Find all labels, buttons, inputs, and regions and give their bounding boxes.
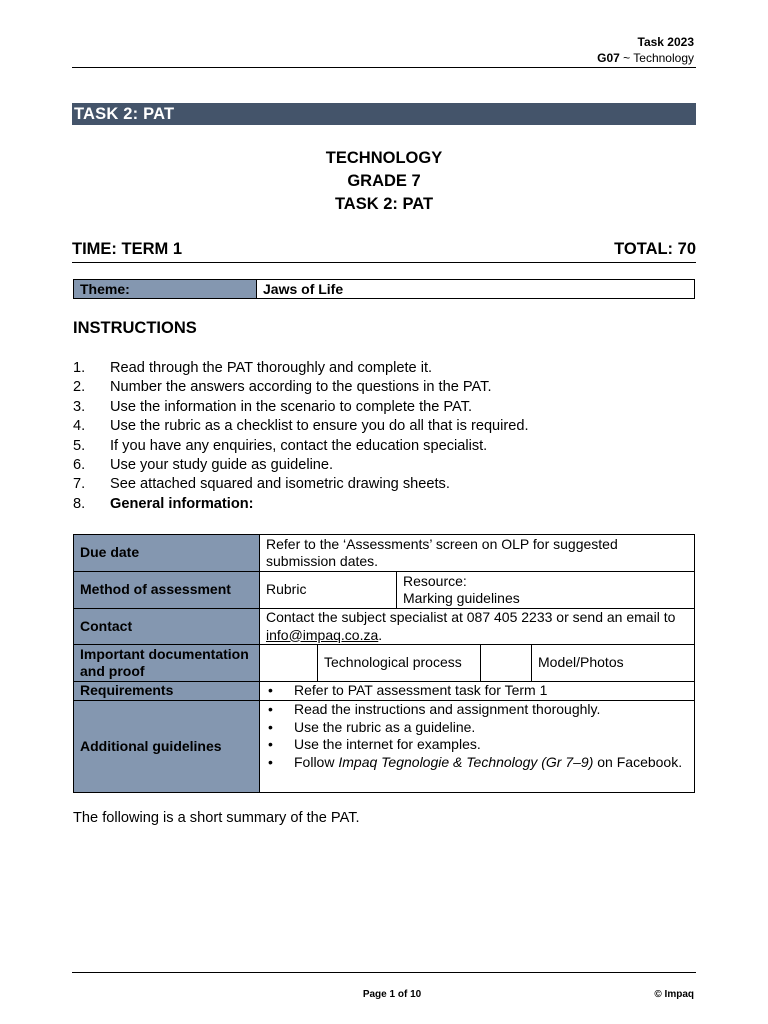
- contact-value: [260, 609, 695, 645]
- table-row: [74, 609, 695, 645]
- page-header: [597, 34, 694, 66]
- contact-label: Contact: [74, 609, 260, 645]
- theme-value: Jaws of Life: [263, 281, 344, 297]
- contact-email-link[interactable]: info@impaq.co.za: [266, 626, 379, 643]
- list-number: 8.: [73, 495, 86, 512]
- list-item: [73, 417, 693, 436]
- header-grade-subject: [597, 50, 694, 66]
- header-subject: ~ Technology: [619, 51, 694, 65]
- list-number: 4.: [73, 418, 86, 435]
- table-row: [74, 535, 695, 572]
- general-information-table: [73, 534, 695, 793]
- title-block: [72, 147, 696, 216]
- page-number: [0, 989, 768, 1000]
- list-number: 5.: [73, 437, 86, 454]
- header-grade-code: G07: [597, 51, 620, 65]
- requirements-label: Requirements: [74, 682, 260, 701]
- table-row: [74, 645, 695, 682]
- list-item: [266, 754, 688, 772]
- due-date-label: Due date: [74, 535, 260, 572]
- page-mid: of: [395, 989, 411, 1000]
- list-item: [73, 359, 693, 378]
- theme-label: Theme:: [74, 280, 257, 298]
- summary-text: The following is a short summary of the PAT.: [73, 810, 360, 826]
- list-number: 6.: [73, 457, 86, 474]
- list-item: [266, 682, 688, 700]
- table-row: [74, 701, 695, 793]
- list-item: [73, 398, 693, 417]
- table-row: [74, 572, 695, 609]
- copyright: © Impaq: [654, 989, 694, 1000]
- resource-value: Marking guidelines: [403, 590, 520, 606]
- list-text: Use the rubric as a checklist to ensure you do all that is required.: [110, 418, 529, 435]
- list-text: Refer to PAT assessment task for Term 1: [294, 682, 548, 699]
- list-item: [73, 437, 693, 456]
- title-task: TASK 2: PAT: [334, 195, 434, 213]
- follow-pre: Follow: [294, 753, 339, 770]
- total-label: TOTAL: 70: [614, 240, 696, 258]
- table-row: [74, 682, 695, 701]
- list-item: [73, 378, 693, 397]
- documentation-checkbox-1: [260, 645, 318, 681]
- list-item: [266, 736, 688, 754]
- time-label: TIME: TERM 1: [72, 240, 182, 258]
- header-task-year: Task 2023: [637, 35, 694, 49]
- list-text: Use your study guide as guideline.: [110, 457, 334, 474]
- header-divider: [72, 67, 696, 68]
- list-text: Read through the PAT thoroughly and complete it.: [110, 360, 433, 376]
- list-item: [73, 456, 693, 475]
- list-item: [73, 475, 693, 494]
- title-grade: GRADE 7: [347, 172, 421, 190]
- list-text: Use the internet for examples.: [294, 736, 481, 752]
- method-resource: [397, 572, 694, 608]
- follow-post: on Facebook.: [593, 753, 683, 770]
- page-total: 10: [410, 989, 422, 1000]
- list-number: 7.: [73, 476, 86, 493]
- title-subject: TECHNOLOGY: [325, 149, 443, 167]
- method-label: Method of assessment: [74, 572, 260, 609]
- list-number: 2.: [73, 379, 86, 396]
- bullet-icon: •: [268, 718, 273, 735]
- page-prefix: Page: [362, 989, 390, 1000]
- time-total-row: [72, 238, 696, 260]
- method-rubric: Rubric: [260, 572, 397, 608]
- bullet-icon: •: [268, 736, 273, 752]
- documentation-value: [260, 645, 695, 682]
- list-text: Use the rubric as a guideline.: [294, 718, 476, 735]
- footer-divider: [72, 972, 696, 973]
- bullet-icon: •: [268, 701, 273, 717]
- theme-table: [73, 279, 695, 299]
- resource-label: Resource:: [403, 572, 467, 589]
- list-text: See attached squared and isometric drawing sheets.: [110, 476, 450, 493]
- task-banner: TASK 2: PAT: [72, 103, 696, 125]
- documentation-process: Technological process: [318, 645, 481, 681]
- additional-label: Additional guidelines: [74, 701, 260, 793]
- documentation-checkbox-2: [481, 645, 532, 681]
- additional-value: [260, 701, 695, 793]
- list-text: General information:: [110, 495, 254, 512]
- documentation-model: Model/Photos: [538, 654, 624, 671]
- facebook-page-name: Impaq Tegnologie & Technology (Gr 7–9): [338, 753, 594, 770]
- list-text: If you have any enquiries, contact the education specialist.: [110, 437, 488, 454]
- list-text: Number the answers according to the questions in the PAT.: [110, 379, 492, 396]
- bullet-icon: •: [268, 682, 273, 699]
- list-text: Read the instructions and assignment thoroughly.: [294, 701, 601, 717]
- list-number: 1.: [73, 360, 86, 376]
- instructions-list: [73, 359, 693, 514]
- list-item: [266, 701, 688, 719]
- list-item: [73, 495, 693, 514]
- list-text: [294, 754, 682, 772]
- additional-list: [266, 701, 688, 771]
- contact-text: Contact the subject specialist at 087 405 2233 or send an email to: [266, 609, 676, 625]
- list-number: 3.: [73, 398, 86, 415]
- time-divider: [72, 262, 696, 263]
- list-text: Use the information in the scenario to complete the PAT.: [110, 398, 473, 415]
- due-date-value: Refer to the ‘Assessments’ screen on OLP for suggested submission dates.: [260, 535, 695, 572]
- contact-suffix: .: [378, 626, 383, 643]
- requirements-list: [266, 682, 688, 700]
- bullet-icon: •: [268, 753, 273, 770]
- page-current: 1: [389, 989, 396, 1000]
- instructions-heading: INSTRUCTIONS: [73, 319, 197, 337]
- method-value: [260, 572, 695, 609]
- list-item: [266, 719, 688, 737]
- documentation-label: Important documentation and proof: [74, 645, 260, 682]
- requirements-value: [260, 682, 695, 701]
